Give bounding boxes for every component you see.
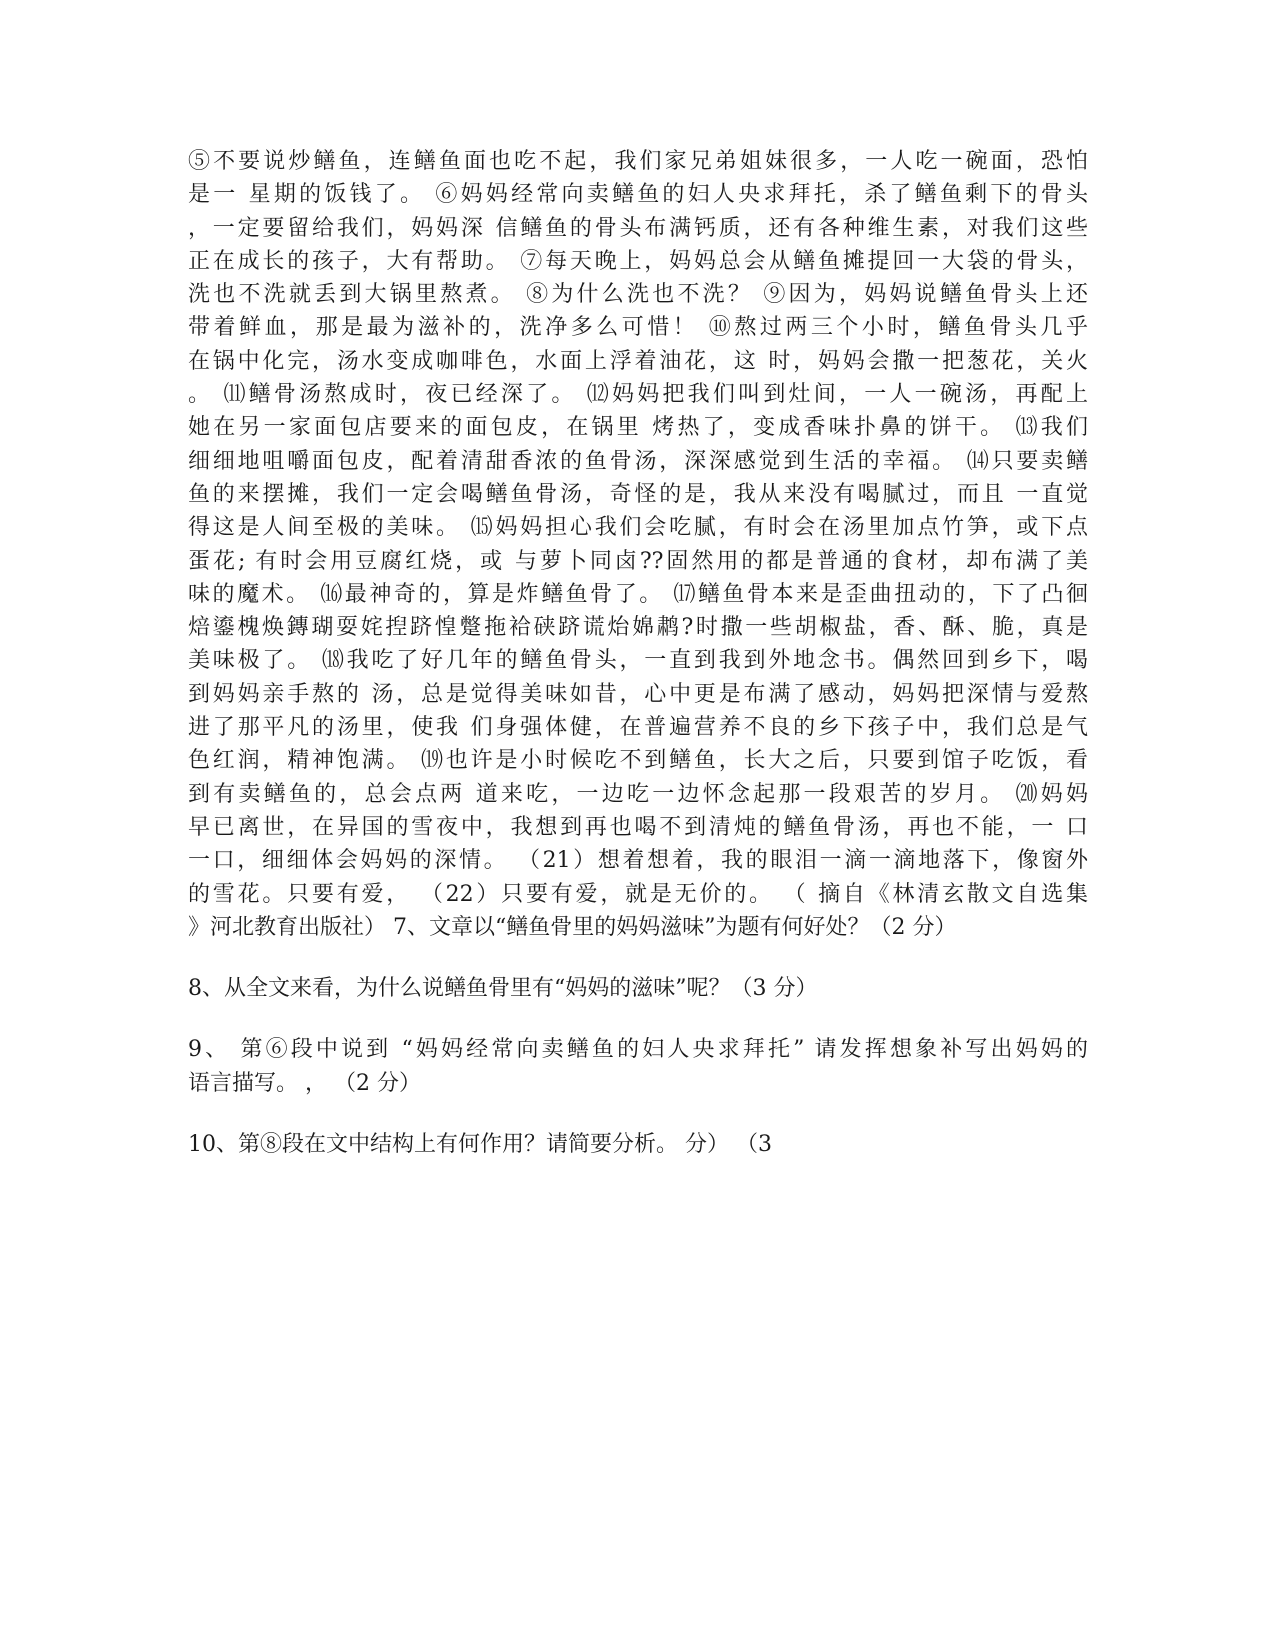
question-9-text: 9、 第⑥段中说到 “妈妈经常向卖鳝鱼的妇人央求拜托” 请发挥想象补写出妈妈的 bbox=[188, 1037, 1088, 1063]
passage-line: 蛋花; 有时会用豆腐红烧，或 与萝卜同卤??固然用的都是普通的食材，却布满了美 bbox=[188, 548, 1088, 574]
passage bbox=[188, 145, 1088, 944]
passage-line: 得这是人间至极的美味。 ⒂妈妈担心我们会吃腻，有时会在汤里加点竹笋，或下点 bbox=[188, 515, 1088, 541]
passage-line: 她在另一家面包店要来的面包皮，在锅里 烤热了，变成香味扑鼻的饼干。 ⒀我们 bbox=[188, 415, 1088, 441]
passage-line: 。 ⑾鳝骨汤熬成时，夜已经深了。 ⑿妈妈把我们叫到灶间，一人一碗汤，再配上 bbox=[188, 382, 1088, 408]
question-9-text-continued: 语言描写。 ， （2 分） bbox=[188, 1070, 421, 1096]
passage-line: 细细地咀嚼面包皮，配着清甜香浓的鱼骨汤，深深感觉到生活的幸福。 ⒁只要卖鳝 bbox=[188, 448, 1088, 474]
passage-line: 到有卖鳝鱼的，总会点两 道来吃，一边吃一边怀念起那一段艰苦的岁月。 ⒇妈妈 bbox=[188, 781, 1088, 807]
passage-line: 早已离世，在异国的雪夜中，我想到再也喝不到清炖的鳝鱼骨汤，再也不能，一 口 bbox=[188, 814, 1088, 840]
passage-line: 色红润，精神饱满。 ⒆也许是小时候吃不到鳝鱼，长大之后，只要到馆子吃饭，看 bbox=[188, 748, 1088, 774]
passage-line: 一口，细细体会妈妈的深情。 （21）想着想着，我的眼泪一滴一滴地落下，像窗外 bbox=[188, 848, 1088, 874]
passage-line: 鱼的来摆摊，我们一定会喝鳝鱼骨汤，奇怪的是，我从来没有喝腻过，而且 一直觉 bbox=[188, 481, 1088, 507]
passage-line: 带着鲜血，那是最为滋补的，洗净多么可惜！ ⑩熬过两三个小时，鳝鱼骨头几乎 bbox=[188, 315, 1088, 341]
passage-line: 进了那平凡的汤里，使我 们身强体健，在普遍营养不良的乡下孩子中，我们总是气 bbox=[188, 715, 1088, 741]
passage-line: 洗也不洗就丢到大锅里熬煮。 ⑧为什么洗也不洗？ ⑨因为，妈妈说鳝鱼骨头上还 bbox=[188, 282, 1088, 308]
question-10-text: 10、第⑧段在文中结构上有何作用？请简要分析。 分） （3 bbox=[188, 1132, 772, 1158]
passage-line: 味的魔术。 ⒃最神奇的，算是炸鳝鱼骨了。 ⒄鳝鱼骨本来是歪曲扭动的，下了凸徊 bbox=[188, 581, 1088, 607]
passage-line: 是一 星期的饭钱了。 ⑥妈妈经常向卖鳝鱼的妇人央求拜托，杀了鳝鱼剩下的骨头 bbox=[188, 182, 1088, 208]
passage-line: 美味极了。 ⒅我吃了好几年的鳝鱼骨头，一直到我到外地念书。偶然回到乡下，喝 bbox=[188, 648, 1088, 674]
question-8 bbox=[188, 972, 1088, 1005]
question-9 bbox=[188, 1033, 1088, 1100]
passage-line: ，一定要留给我们，妈妈深 信鳝鱼的骨头布满钙质，还有各种维生素，对我们这些 bbox=[188, 215, 1088, 241]
question-10 bbox=[188, 1128, 1088, 1161]
question-8-text: 8、从全文来看，为什么说鳝鱼骨里有“妈妈的滋味”呢？（3 分） bbox=[188, 976, 818, 1002]
passage-line: 的雪花。只要有爱， （22）只要有爱，就是无价的。 （ 摘自《林清玄散文自选集 bbox=[188, 881, 1088, 907]
passage-line: 正在成长的孩子，大有帮助。 ⑦每天晚上，妈妈总会从鳝鱼摊提回一大袋的骨头， bbox=[188, 248, 1088, 274]
passage-line-question-7: 》河北教育出版社） 7、文章以“鳝鱼骨里的妈妈滋味”为题有何好处？（2 分） bbox=[188, 914, 957, 940]
passage-line: 在锅中化完，汤水变成咖啡色，水面上浮着油花，这 时，妈妈会撒一把葱花，关火 bbox=[188, 348, 1088, 374]
passage-line: 焙鎏槐焕鏄瑚耍姹揑跻惶蹩拖袷硖跻谎炲婂鹔?时撒一些胡椒盐，香、酥、脆，真是 bbox=[188, 615, 1088, 641]
document-page bbox=[188, 145, 1088, 1161]
passage-line: ⑤不要说炒鳝鱼，连鳝鱼面也吃不起，我们家兄弟姐妹很多，一人吃一碗面，恐怕 bbox=[188, 149, 1088, 174]
passage-line: 到妈妈亲手熬的 汤，总是觉得美味如昔，心中更是布满了感动，妈妈把深情与爱熬 bbox=[188, 681, 1088, 707]
